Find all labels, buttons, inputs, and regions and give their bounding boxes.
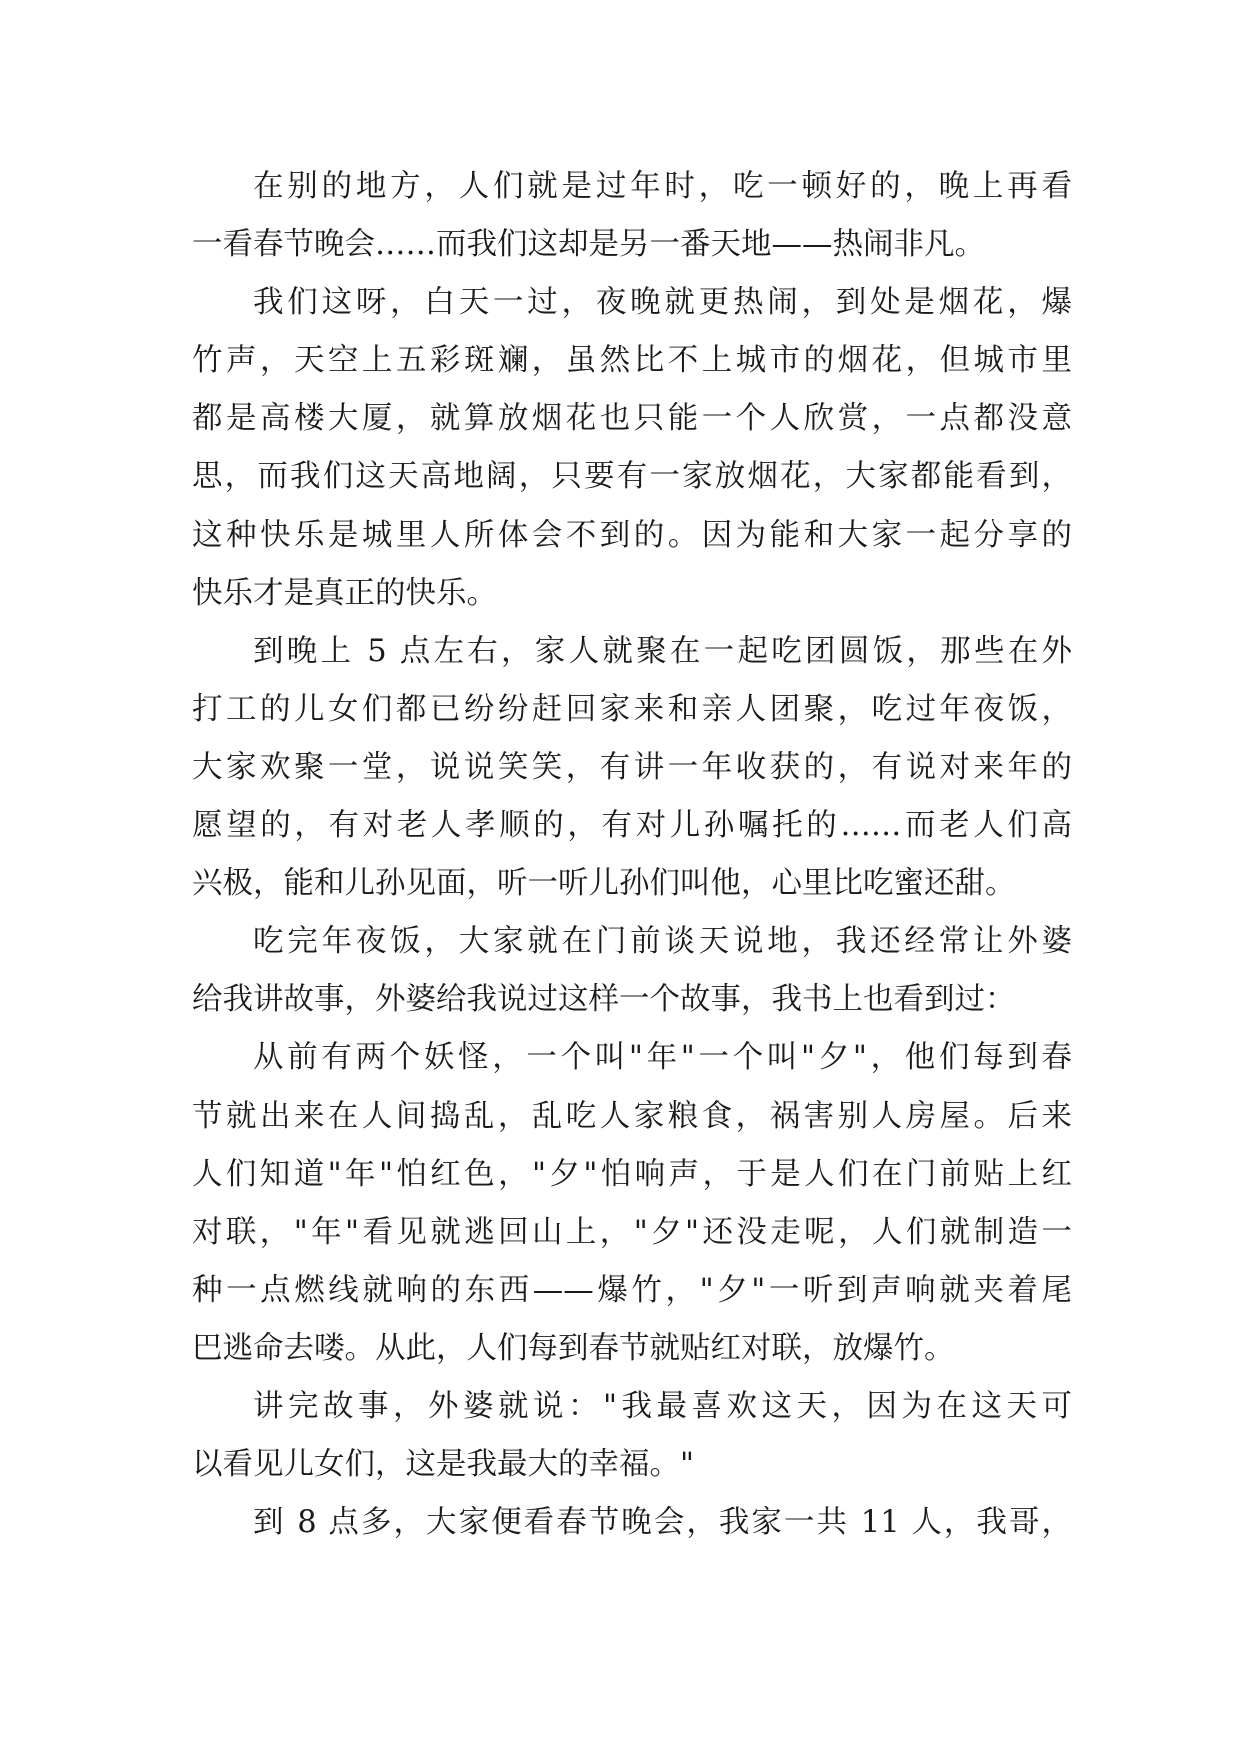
paragraph [192,274,1072,623]
paragraph [192,623,1072,913]
text-line: 给我讲故事，外婆给我说过这样一个故事，我书上也看到过： [192,982,1016,1018]
text-line: 到晚上 5 点左右，家人就聚在一起吃团圆饭，那些在外 [253,633,1072,669]
paragraph [192,1378,1072,1494]
paragraph [192,913,1072,1029]
text-line: 竹声，天空上五彩斑斓，虽然比不上城市的烟花，但城市里 [192,343,1072,379]
text-line: 都是高楼大厦，就算放烟花也只能一个人欣赏，一点都没意 [192,401,1072,437]
text-line: 种一点燃线就响的东西——爆竹，"夕"一听到声响就夹着尾 [192,1272,1072,1308]
text-line: 这种快乐是城里人所体会不到的。因为能和大家一起分享的 [192,517,1072,553]
text-line: 对联，"年"看见就逃回山上，"夕"还没走呢，人们就制造一 [192,1214,1072,1250]
text-line: 一看春节晚会……而我们这却是另一番天地——热闹非凡。 [192,227,985,263]
text-line: 在别的地方，人们就是过年时，吃一顿好的，晚上再看 [253,169,1072,204]
text-line: 人们知道"年"怕红色，"夕"怕响声，于是人们在门前贴上红 [192,1156,1072,1192]
text-line: 打工的儿女们都已纷纷赶回家来和亲人团聚，吃过年夜饭， [192,691,1072,727]
text-line: 我们这呀，白天一过，夜晚就更热闹，到处是烟花，爆 [253,285,1072,321]
document-body [192,158,1072,1552]
text-line: 到 8 点多，大家便看春节晚会，我家一共 11 人，我哥， [253,1505,1072,1541]
text-line: 思，而我们这天高地阔，只要有一家放烟花，大家都能看到， [192,459,1072,495]
text-line: 讲完故事，外婆就说："我最喜欢这天，因为在这天可 [253,1388,1072,1424]
paragraph [192,1029,1072,1378]
text-line: 兴极，能和儿孙见面，听一听儿孙们叫他，心里比吃蜜还甜。 [192,866,1016,902]
text-line: 节就出来在人间捣乱，乱吃人家粮食，祸害别人房屋。后来 [192,1098,1072,1134]
text-line: 吃完年夜饭，大家就在门前谈天说地，我还经常让外婆 [253,924,1072,960]
text-line: 巴逃命去喽。从此，人们每到春节就贴红对联，放爆竹。 [192,1330,955,1366]
text-line: 愿望的，有对老人孝顺的，有对儿孙嘱托的……而老人们高 [192,808,1072,844]
paragraph [192,158,1072,274]
text-line: 从前有两个妖怪，一个叫"年"一个叫"夕"，他们每到春 [253,1040,1072,1076]
paragraph [192,1494,1072,1552]
text-line: 以看见儿女们，这是我最大的幸福。" [192,1447,695,1483]
text-line: 大家欢聚一堂，说说笑笑，有讲一年收获的，有说对来年的 [192,749,1072,785]
text-line: 快乐才是真正的快乐。 [192,575,497,611]
